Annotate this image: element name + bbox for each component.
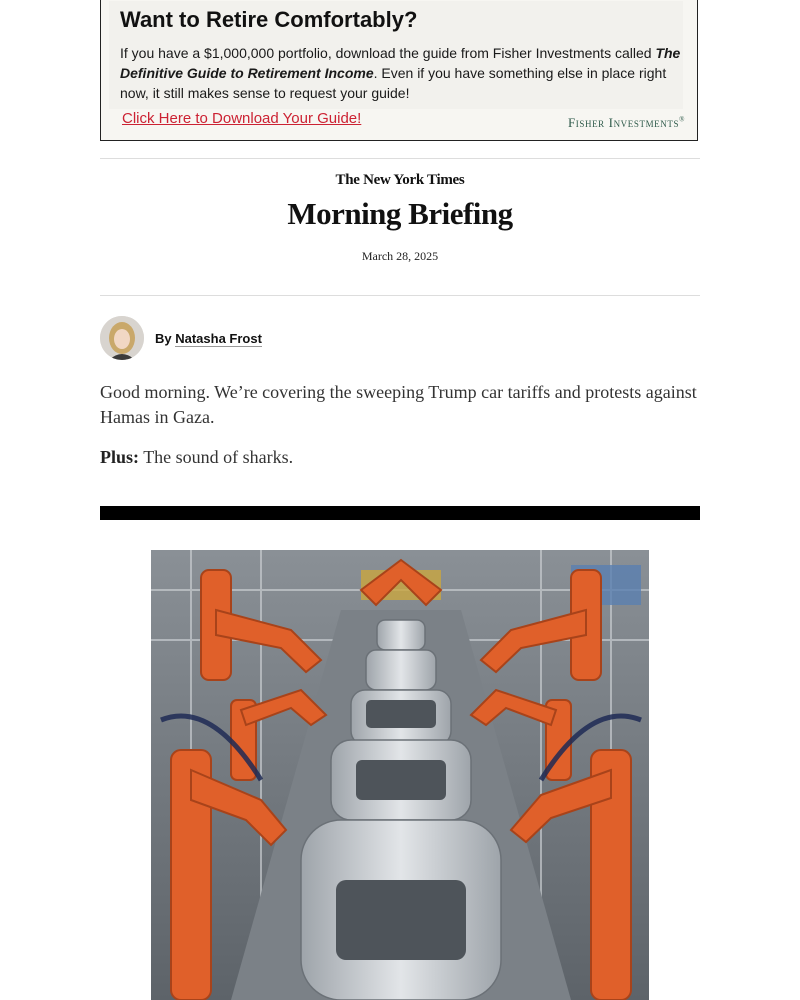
author-link[interactable]: Natasha Frost — [175, 331, 262, 346]
ad-body-post: . Even if you have something else in place right now, it still makes sense to request your guide! — [120, 65, 667, 101]
car-factory-photo[interactable] — [151, 550, 649, 1000]
advertisement-banner[interactable] — [100, 0, 698, 141]
ad-body-text — [120, 43, 686, 103]
plus-paragraph — [100, 445, 700, 470]
ad-brand-name: Fisher Investments — [567, 115, 680, 130]
author-portrait-icon — [100, 316, 144, 360]
plus-label: Plus: — [100, 447, 140, 467]
newsletter-date: March 28, 2025 — [361, 249, 439, 263]
factory-illustration — [151, 550, 649, 1000]
ad-body-guide-title: The Definitive Guide to Retirement Income — [120, 45, 681, 81]
author-avatar — [100, 316, 144, 360]
newsletter-title: Morning Briefing — [287, 196, 513, 231]
ad-download-link[interactable]: Click Here to Download Your Guide! — [122, 110, 362, 127]
ad-body-pre: If you have a $1,000,000 portfolio, download the guide from Fisher Investments called — [120, 45, 656, 61]
intro-paragraph: Good morning. We’re covering the sweeping Trump car tariffs and protests against Hamas in Gaza. — [100, 382, 697, 427]
section-divider-bar — [100, 506, 700, 520]
nyt-logo[interactable]: The New York Times — [335, 172, 465, 188]
divider — [100, 158, 700, 159]
byline — [155, 331, 262, 346]
plus-text: The sound of sharks. — [139, 447, 294, 467]
byline-prefix: By — [155, 331, 176, 346]
ad-headline: Want to Retire Comfortably? — [120, 7, 418, 32]
divider — [100, 295, 700, 296]
fisher-investments-logo — [568, 115, 685, 131]
ad-brand-mark: ® — [679, 115, 685, 124]
